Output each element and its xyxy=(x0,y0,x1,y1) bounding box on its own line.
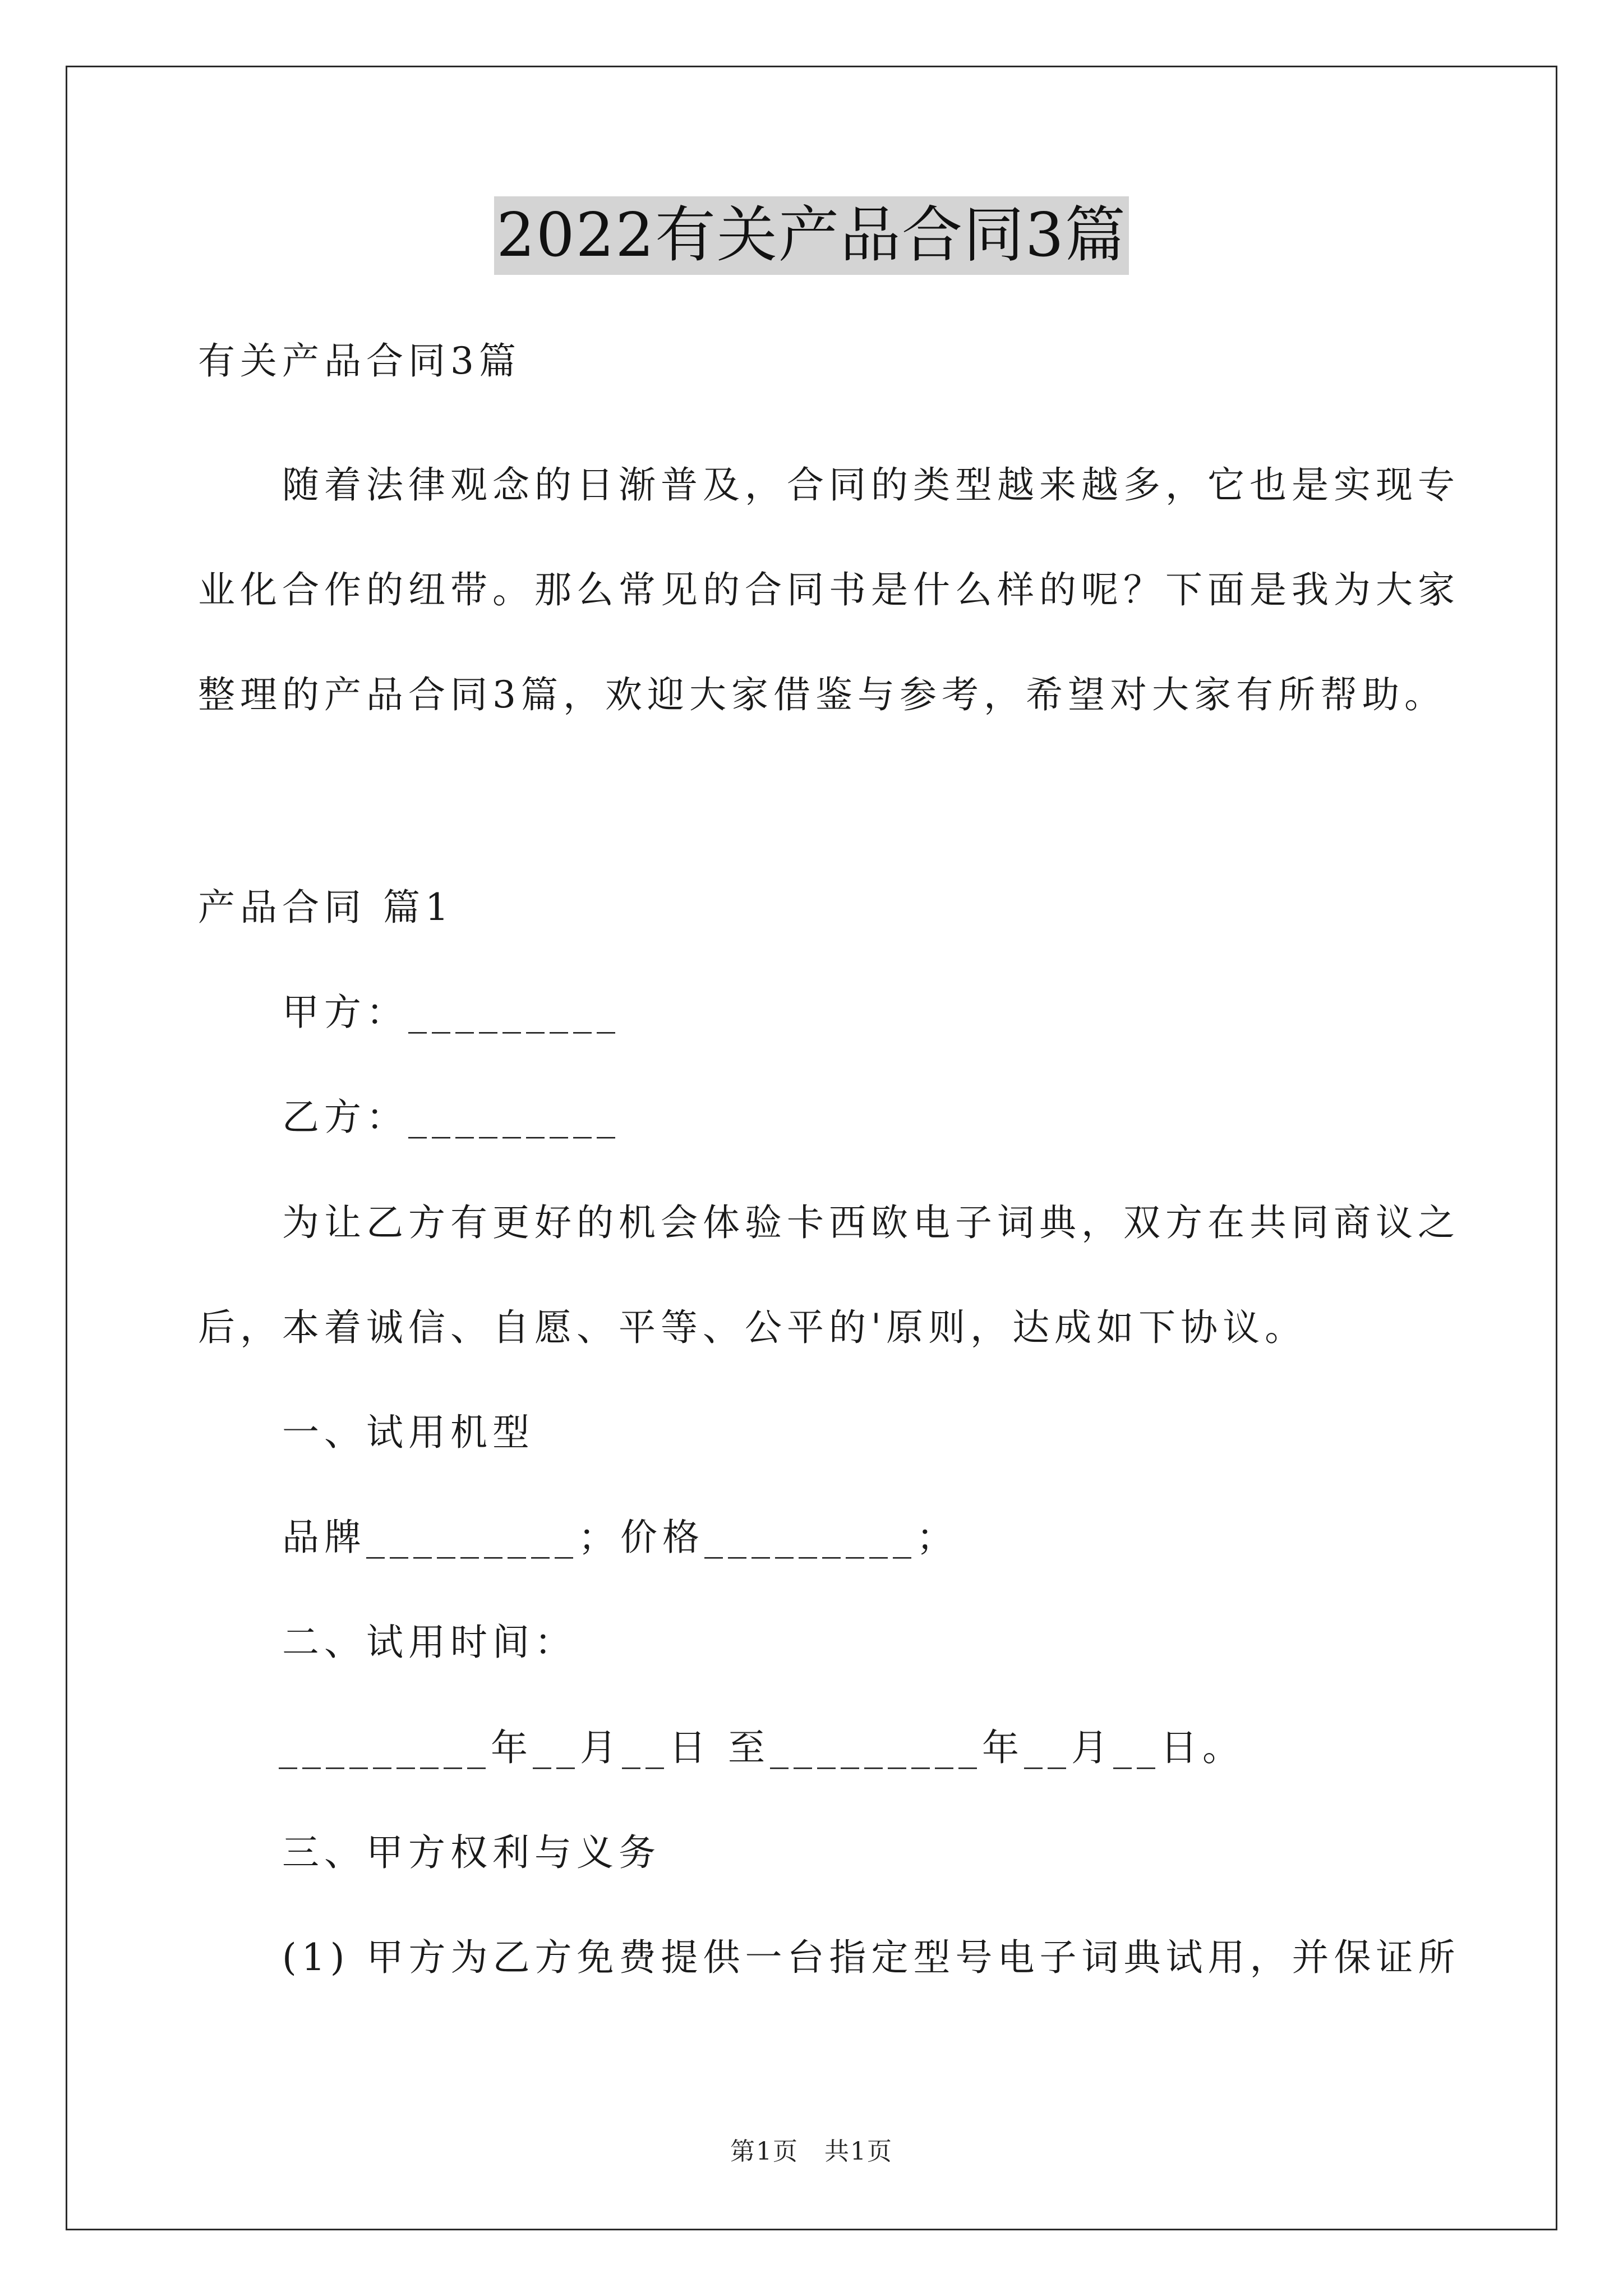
section-heading: 产品合同 篇1 xyxy=(198,886,454,929)
clause-heading: 一、试用机型 xyxy=(282,1411,534,1454)
paragraph-line: 后，本着诚信、自愿、平等、公平的'原则，达成如下协议。 xyxy=(198,1306,1307,1349)
party-b-line: 乙方：_________ xyxy=(282,1096,620,1139)
brand-price-line: 品牌_________；价格_________； xyxy=(282,1516,958,1559)
date-range-line: _________年__月__日 至_________年__月__日。 xyxy=(279,1726,1244,1769)
page-footer: 第1页 共1页 xyxy=(730,2137,893,2166)
paragraph-line: 随着法律观念的日渐普及，合同的类型越来越多，它也是实现专 xyxy=(282,463,1460,507)
party-a-line: 甲方：_________ xyxy=(282,991,620,1034)
clause-heading: 三、甲方权利与义务 xyxy=(282,1831,661,1874)
intro-heading: 有关产品合同3篇 xyxy=(198,339,521,383)
clause-item-line: (1) 甲方为乙方免费提供一台指定型号电子词典试用，并保证所 xyxy=(282,1936,1460,1979)
paragraph-line: 业化合作的纽带。那么常见的合同书是什么样的呢？下面是我为大家 xyxy=(198,568,1460,611)
paragraph-line: 为让乙方有更好的机会体验卡西欧电子词典，双方在共同商议之 xyxy=(282,1201,1460,1244)
paragraph-line: 整理的产品合同3篇，欢迎大家借鉴与参考，希望对大家有所帮助。 xyxy=(198,673,1446,716)
document-title: 2022有关产品合同3篇 xyxy=(494,196,1129,275)
clause-heading: 二、试用时间： xyxy=(282,1621,577,1664)
page-border xyxy=(66,66,1557,2230)
title-area xyxy=(0,196,1623,275)
